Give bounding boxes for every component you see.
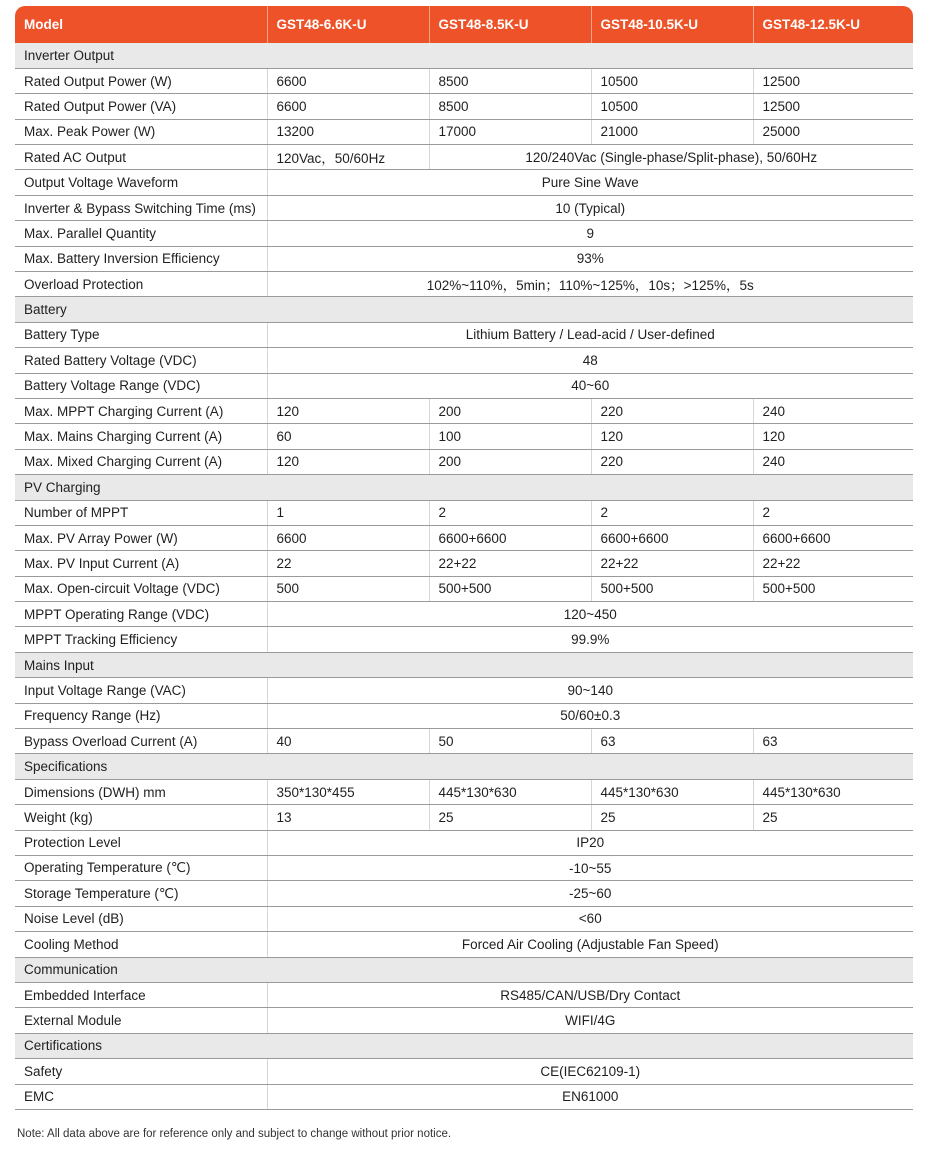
cell-value: 6600+6600 <box>429 525 591 550</box>
section-row <box>15 754 913 779</box>
cell-value-merged: CE(IEC62109-1) <box>267 1059 913 1084</box>
row-label: Protection Level <box>15 830 267 855</box>
cell-value-merged: 102%~110%，5min；110%~125%，10s；>125%，5s <box>267 272 913 297</box>
table-row <box>15 982 913 1007</box>
cell-value: 22+22 <box>591 551 753 576</box>
row-label: Max. Mains Charging Current (A) <box>15 424 267 449</box>
section-row <box>15 652 913 677</box>
table-row <box>15 272 913 297</box>
row-label: Rated AC Output <box>15 145 267 170</box>
cell-value: 200 <box>429 398 591 423</box>
table-row <box>15 805 913 830</box>
cell-value-merged: -25~60 <box>267 881 913 906</box>
row-label: MPPT Operating Range (VDC) <box>15 602 267 627</box>
row-label: MPPT Tracking Efficiency <box>15 627 267 652</box>
cell-value: 350*130*455 <box>267 779 429 804</box>
cell-value-merged: IP20 <box>267 830 913 855</box>
table-row <box>15 627 913 652</box>
row-label: Battery Voltage Range (VDC) <box>15 373 267 398</box>
cell-value: 1 <box>267 500 429 525</box>
table-row <box>15 94 913 119</box>
cell-value: 22+22 <box>429 551 591 576</box>
cell-value: 500 <box>267 576 429 601</box>
cell-value-merged: 93% <box>267 246 913 271</box>
row-label: Cooling Method <box>15 932 267 957</box>
row-label: Noise Level (dB) <box>15 906 267 931</box>
table-row <box>15 551 913 576</box>
cell-value: 445*130*630 <box>753 779 913 804</box>
cell-value: 25000 <box>753 119 913 144</box>
cell-value: 445*130*630 <box>591 779 753 804</box>
table-row <box>15 703 913 728</box>
table-row <box>15 398 913 423</box>
section-heading: Communication <box>15 957 913 982</box>
row-label: Rated Output Power (VA) <box>15 94 267 119</box>
row-label: Max. Battery Inversion Efficiency <box>15 246 267 271</box>
cell-value: 17000 <box>429 119 591 144</box>
cell-value: 12500 <box>753 94 913 119</box>
table-row <box>15 525 913 550</box>
cell-value: 500+500 <box>753 576 913 601</box>
table-row <box>15 373 913 398</box>
spec-body <box>15 43 913 1109</box>
row-label: Overload Protection <box>15 272 267 297</box>
cell-value: 120 <box>267 398 429 423</box>
cell-value: 6600 <box>267 94 429 119</box>
section-row <box>15 957 913 982</box>
cell-value-merged: 10 (Typical) <box>267 195 913 220</box>
cell-value-merged: 120/240Vac (Single-phase/Split-phase), 50/60Hz <box>429 145 913 170</box>
row-label: Max. PV Array Power (W) <box>15 525 267 550</box>
cell-value: 63 <box>753 729 913 754</box>
cell-value-merged: RS485/CAN/USB/Dry Contact <box>267 982 913 1007</box>
cell-value: 50 <box>429 729 591 754</box>
row-label: Input Voltage Range (VAC) <box>15 678 267 703</box>
header-model-3: GST48-10.5K-U <box>591 6 753 43</box>
row-label: Rated Battery Voltage (VDC) <box>15 348 267 373</box>
row-label: Battery Type <box>15 322 267 347</box>
cell-value: 22 <box>267 551 429 576</box>
cell-value: 500+500 <box>591 576 753 601</box>
cell-value: 240 <box>753 398 913 423</box>
section-row <box>15 297 913 322</box>
cell-value: 10500 <box>591 68 753 93</box>
table-row <box>15 246 913 271</box>
cell-value: 445*130*630 <box>429 779 591 804</box>
header-model-2: GST48-8.5K-U <box>429 6 591 43</box>
cell-value: 6600 <box>267 68 429 93</box>
cell-value: 25 <box>753 805 913 830</box>
table-row <box>15 348 913 373</box>
table-row <box>15 1059 913 1084</box>
table-row <box>15 1084 913 1109</box>
table-row <box>15 729 913 754</box>
section-row <box>15 1033 913 1058</box>
cell-value: 240 <box>753 449 913 474</box>
section-row <box>15 43 913 68</box>
cell-value: 6600+6600 <box>753 525 913 550</box>
row-label: Max. MPPT Charging Current (A) <box>15 398 267 423</box>
cell-value-merged: Lithium Battery / Lead-acid / User-defined <box>267 322 913 347</box>
cell-value: 120 <box>753 424 913 449</box>
cell-value-merged: <60 <box>267 906 913 931</box>
cell-value: 6600+6600 <box>591 525 753 550</box>
cell-value: 220 <box>591 449 753 474</box>
cell-value: 40 <box>267 729 429 754</box>
cell-value: 120 <box>591 424 753 449</box>
table-row <box>15 678 913 703</box>
table-row <box>15 68 913 93</box>
table-row <box>15 170 913 195</box>
table-row <box>15 221 913 246</box>
cell-value: 100 <box>429 424 591 449</box>
row-label: EMC <box>15 1084 267 1109</box>
cell-value: 6600 <box>267 525 429 550</box>
spec-table <box>15 6 913 1110</box>
table-row <box>15 906 913 931</box>
row-label: Max. Open-circuit Voltage (VDC) <box>15 576 267 601</box>
cell-value: 10500 <box>591 94 753 119</box>
header-model: Model <box>15 6 267 43</box>
row-label: Max. Peak Power (W) <box>15 119 267 144</box>
table-row <box>15 576 913 601</box>
row-label: Max. Parallel Quantity <box>15 221 267 246</box>
row-label: Number of MPPT <box>15 500 267 525</box>
cell-value: 60 <box>267 424 429 449</box>
cell-value: 25 <box>591 805 753 830</box>
cell-value: 120Vac，50/60Hz <box>267 145 429 170</box>
row-label: Max. PV Input Current (A) <box>15 551 267 576</box>
table-row <box>15 500 913 525</box>
section-heading: Specifications <box>15 754 913 779</box>
table-row <box>15 1008 913 1033</box>
cell-value-merged: 120~450 <box>267 602 913 627</box>
table-row <box>15 830 913 855</box>
row-label: Weight (kg) <box>15 805 267 830</box>
row-label: Max. Mixed Charging Current (A) <box>15 449 267 474</box>
table-row <box>15 449 913 474</box>
cell-value-merged: -10~55 <box>267 856 913 881</box>
table-row <box>15 881 913 906</box>
section-heading: Inverter Output <box>15 43 913 68</box>
cell-value: 120 <box>267 449 429 474</box>
cell-value-merged: Pure Sine Wave <box>267 170 913 195</box>
row-label: Frequency Range (Hz) <box>15 703 267 728</box>
row-label: Bypass Overload Current (A) <box>15 729 267 754</box>
table-row <box>15 119 913 144</box>
cell-value: 13 <box>267 805 429 830</box>
cell-value: 2 <box>591 500 753 525</box>
cell-value: 200 <box>429 449 591 474</box>
cell-value: 2 <box>429 500 591 525</box>
table-row <box>15 424 913 449</box>
header-model-4: GST48-12.5K-U <box>753 6 913 43</box>
cell-value: 220 <box>591 398 753 423</box>
row-label: Dimensions (DWH) mm <box>15 779 267 804</box>
cell-value: 8500 <box>429 68 591 93</box>
table-row <box>15 195 913 220</box>
cell-value: 25 <box>429 805 591 830</box>
table-row <box>15 856 913 881</box>
cell-value-merged: Forced Air Cooling (Adjustable Fan Speed) <box>267 932 913 957</box>
cell-value: 13200 <box>267 119 429 144</box>
cell-value-merged: EN61000 <box>267 1084 913 1109</box>
table-header-row <box>15 6 913 43</box>
cell-value: 8500 <box>429 94 591 119</box>
section-heading: PV Charging <box>15 475 913 500</box>
footnote: Note: All data above are for reference only and subject to change without prior notice. <box>17 1128 452 1140</box>
section-heading: Certifications <box>15 1033 913 1058</box>
cell-value-merged: WIFI/4G <box>267 1008 913 1033</box>
row-label: External Module <box>15 1008 267 1033</box>
cell-value-merged: 90~140 <box>267 678 913 703</box>
table-row <box>15 932 913 957</box>
cell-value-merged: 9 <box>267 221 913 246</box>
row-label: Embedded Interface <box>15 982 267 1007</box>
row-label: Output Voltage Waveform <box>15 170 267 195</box>
cell-value: 63 <box>591 729 753 754</box>
cell-value: 2 <box>753 500 913 525</box>
row-label: Inverter & Bypass Switching Time (ms) <box>15 195 267 220</box>
table-row <box>15 779 913 804</box>
row-label: Rated Output Power (W) <box>15 68 267 93</box>
section-heading: Battery <box>15 297 913 322</box>
cell-value: 22+22 <box>753 551 913 576</box>
table-row <box>15 145 913 170</box>
cell-value-merged: 99.9% <box>267 627 913 652</box>
cell-value-merged: 48 <box>267 348 913 373</box>
row-label: Storage Temperature (℃) <box>15 881 267 906</box>
row-label: Safety <box>15 1059 267 1084</box>
table-row <box>15 602 913 627</box>
table-row <box>15 322 913 347</box>
cell-value: 12500 <box>753 68 913 93</box>
cell-value-merged: 50/60±0.3 <box>267 703 913 728</box>
cell-value-merged: 40~60 <box>267 373 913 398</box>
section-heading: Mains Input <box>15 652 913 677</box>
section-row <box>15 475 913 500</box>
row-label: Operating Temperature (℃) <box>15 856 267 881</box>
cell-value: 21000 <box>591 119 753 144</box>
header-model-1: GST48-6.6K-U <box>267 6 429 43</box>
cell-value: 500+500 <box>429 576 591 601</box>
